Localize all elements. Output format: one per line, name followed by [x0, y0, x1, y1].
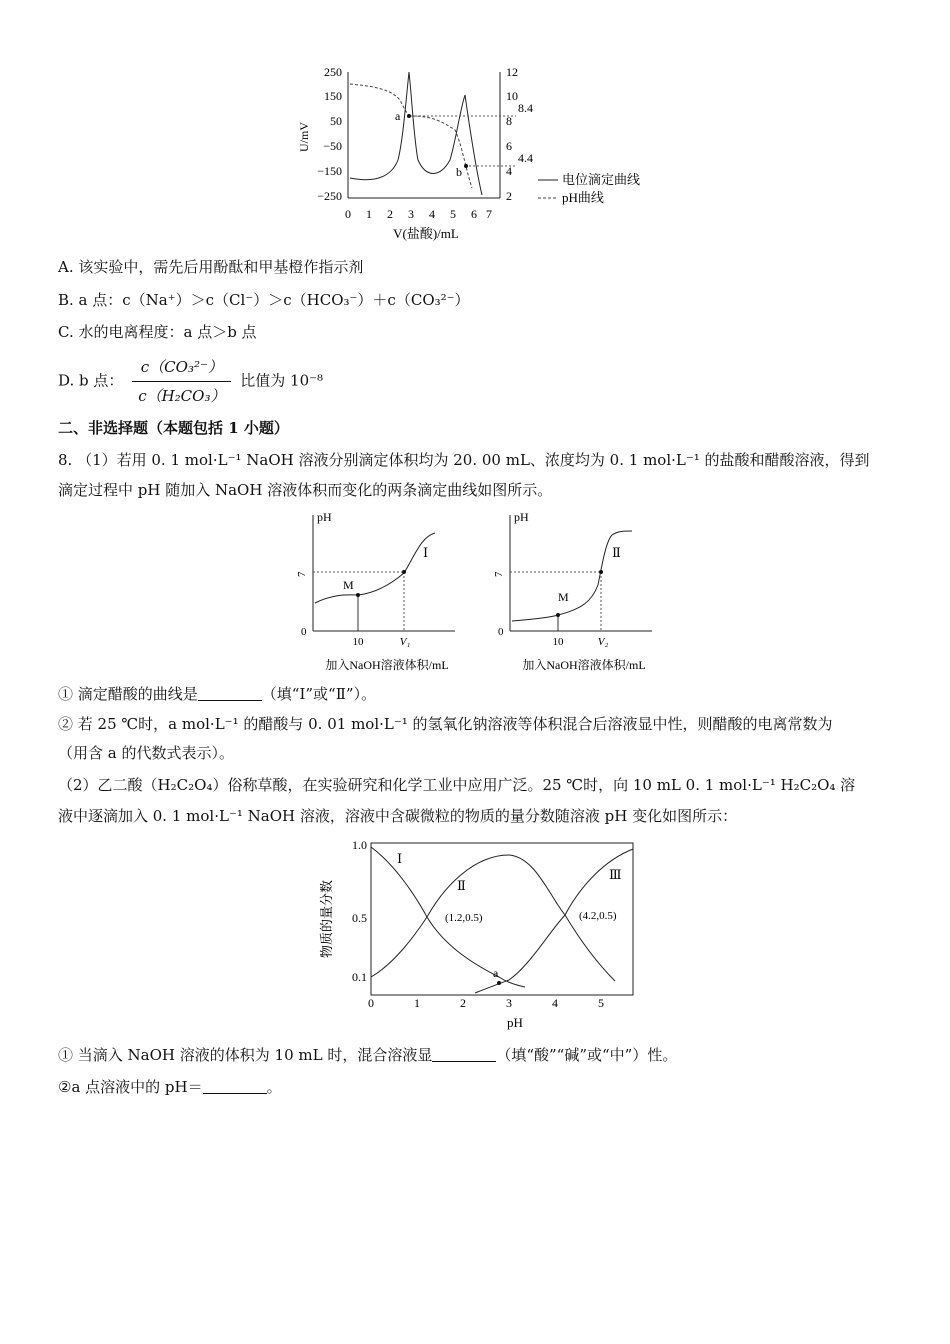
potential-curve — [350, 72, 482, 195]
point-eq-dot — [402, 570, 406, 574]
yr-tick: 2 — [506, 189, 512, 203]
option-c: C. 水的电离程度：a 点＞b 点 — [58, 323, 257, 341]
ph-curve — [350, 84, 472, 188]
titration-figure-right — [492, 505, 672, 675]
point-m-label: M — [343, 578, 354, 592]
y-tick-7: 7 — [493, 571, 505, 577]
y-label: pH — [514, 510, 529, 524]
yr-tick: 6 — [506, 139, 512, 153]
x-tick: 1 — [414, 996, 420, 1010]
section-title: 二、非选择题（本题包括 1 小题） — [58, 419, 289, 437]
point-a-dot — [497, 981, 501, 985]
x-tick: 6 — [471, 207, 477, 221]
x-tick: 5 — [450, 207, 456, 221]
titration-figure-left — [295, 505, 475, 675]
yl-tick: 150 — [324, 89, 342, 103]
answer-blank[interactable] — [203, 1079, 267, 1094]
x-tick: 4 — [429, 207, 435, 221]
x-tick: 0 — [345, 207, 351, 221]
x-tick: 3 — [408, 207, 414, 221]
potential-titration-figure — [290, 60, 670, 245]
x-tick: 7 — [486, 207, 492, 221]
point2-label: (4.2,0.5) — [579, 910, 617, 922]
yl-tick: −150 — [317, 164, 342, 178]
fraction-numerator: c（CO₃²⁻） — [132, 355, 231, 382]
sub-q4 — [58, 1077, 282, 1097]
sub-q3-post: （填“酸”“碱”或“中”）性。 — [496, 1046, 678, 1064]
option-d-fraction — [132, 355, 231, 408]
point-eq-dot — [599, 570, 603, 574]
sub-q2-line2: （用含 a 的代数式表示）。 — [58, 744, 234, 762]
answer-blank[interactable] — [432, 1047, 496, 1062]
curve-label: Ⅱ — [612, 545, 621, 560]
x-tick-v1: V₁ — [399, 636, 411, 648]
sub-q4-text: ②a 点溶液中的 pH＝ — [58, 1078, 203, 1096]
yr-tick: 10 — [506, 89, 518, 103]
option-b: B. a 点：c（Na⁺）＞c（Cl⁻）＞c（HCO₃⁻）＋c（CO₃²⁻） — [58, 291, 470, 309]
y-left-label: U/mV — [297, 122, 311, 152]
curve-I — [315, 533, 435, 603]
q8-p2-line2: 液中逐滴加入 0. 1 mol·L⁻¹ NaOH 溶液，溶液中含碳微粒的物质的量分数随溶液 pH 变化如图所示： — [58, 807, 738, 825]
curve-II-label: Ⅱ — [457, 878, 466, 893]
sub-q1 — [58, 684, 376, 704]
legend-ph: pH曲线 — [562, 190, 604, 205]
x-label: 加入NaOH溶液体积/mL — [522, 658, 646, 672]
yl-tick: 250 — [324, 65, 342, 79]
point-m-dot — [356, 593, 360, 597]
curve-label: Ⅰ — [423, 545, 429, 560]
curve-III-label: Ⅲ — [609, 867, 622, 882]
point-a-dot — [407, 114, 411, 118]
legend-potential: 电位滴定曲线 — [562, 172, 641, 187]
y-tick-0: 0 — [301, 626, 307, 638]
x-tick: 3 — [506, 996, 512, 1010]
x-tick: 4 — [552, 996, 558, 1010]
y-tick: 0.1 — [352, 970, 367, 984]
point1-label: (1.2,0.5) — [445, 912, 483, 924]
x-tick: 1 — [366, 207, 372, 221]
q8-p2-line1: （2）乙二酸（H₂C₂O₄）俗称草酸，在实验研究和化学工业中应用广泛。25 ℃时，向 10 mL 0. 1 mol·L⁻¹ H₂C₂O₄ 溶 — [58, 776, 856, 794]
sub-q1-text: ① 滴定醋酸的曲线是 — [58, 685, 198, 703]
x-tick-v2: V₂ — [597, 636, 609, 648]
yl-tick: −50 — [323, 139, 342, 153]
y-tick-0: 0 — [498, 626, 504, 638]
sub-q2-line1: ② 若 25 ℃时，a mol·L⁻¹ 的醋酸与 0. 01 mol·L⁻¹ 的氢氧化钠溶液等体积混合后溶液显中性，则醋酸的电离常数为 — [58, 715, 833, 733]
sub-q3 — [58, 1045, 677, 1065]
mark-4-4: 4.4 — [518, 151, 533, 165]
x-label: pH — [507, 1015, 523, 1030]
yl-tick: 50 — [330, 114, 342, 128]
y-label: pH — [317, 510, 332, 524]
x-tick: 5 — [598, 996, 604, 1010]
x-tick: 2 — [387, 207, 393, 221]
point-b-dot — [464, 164, 468, 168]
point-a-label: a — [395, 109, 401, 123]
yr-tick: 4 — [506, 164, 512, 178]
sub-q4-post: 。 — [266, 1078, 282, 1096]
y-tick-7: 7 — [296, 571, 308, 577]
point-a-label: a — [493, 966, 499, 980]
y-tick: 1.0 — [352, 838, 367, 852]
mark-8-4: 8.4 — [518, 101, 533, 115]
yl-tick: −250 — [317, 189, 342, 203]
q8-p1-line2: 滴定过程中 pH 随加入 NaOH 溶液体积而变化的两条滴定曲线如图所示。 — [58, 481, 553, 499]
yr-tick: 12 — [506, 65, 518, 79]
sub-q1-post: （填“Ⅰ”或“Ⅱ”）。 — [261, 685, 377, 703]
y-label: 物质的量分数 — [319, 879, 334, 959]
fraction-denominator: c（H₂CO₃） — [138, 387, 226, 405]
x-tick: 0 — [368, 996, 374, 1010]
point-b-label: b — [456, 165, 462, 179]
option-d-suffix: 比值为 10⁻⁸ — [240, 371, 324, 390]
point-m-dot — [556, 613, 560, 617]
sub-q3-text: ① 当滴入 NaOH 溶液的体积为 10 mL 时，混合溶液显 — [58, 1046, 433, 1064]
distribution-figure — [315, 835, 655, 1035]
x-tick-10: 10 — [552, 636, 564, 648]
q8-p1-line1: 8. （1）若用 0. 1 mol·L⁻¹ NaOH 溶液分别滴定体积均为 20. 00 mL、浓度均为 0. 1 mol·L⁻¹ 的盐酸和醋酸溶液，得到 — [58, 451, 870, 469]
y-tick: 0.5 — [352, 911, 367, 925]
x-label: 加入NaOH溶液体积/mL — [325, 658, 449, 672]
x-tick: 2 — [460, 996, 466, 1010]
answer-blank[interactable] — [198, 686, 262, 701]
option-a: A. 该实验中，需先后用酚酞和甲基橙作指示剂 — [58, 258, 364, 276]
point-m-label: M — [558, 590, 569, 604]
option-d-prefix: D. b 点： — [58, 371, 124, 390]
x-tick-10: 10 — [352, 636, 364, 648]
curve-I-label: Ⅰ — [397, 851, 403, 866]
x-label: V(盐酸)/mL — [393, 226, 459, 241]
option-d — [58, 355, 323, 408]
yr-tick: 8 — [506, 114, 512, 128]
